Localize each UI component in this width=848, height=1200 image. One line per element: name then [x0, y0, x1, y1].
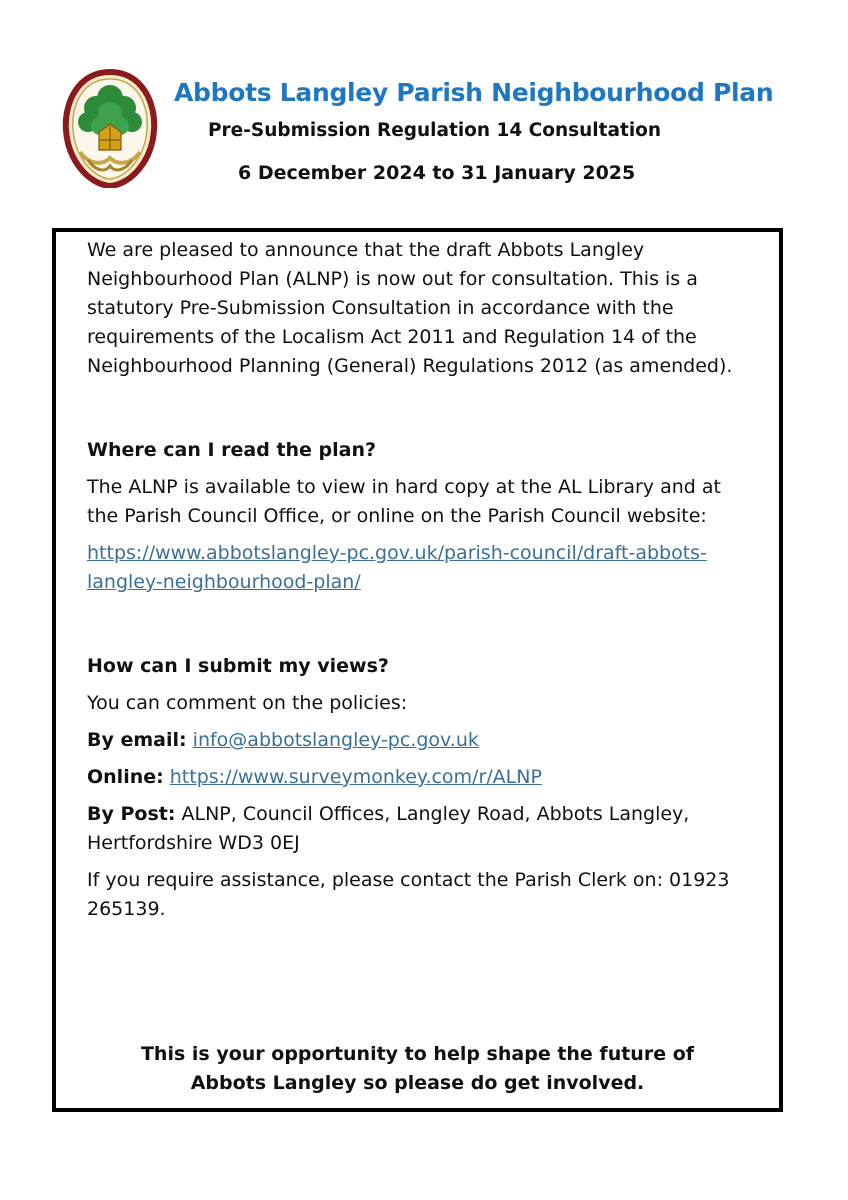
assistance-text: If you require assistance, please contact the Parish Clerk on: 01923 265139. — [87, 869, 730, 920]
post-address: ALNP, Council Offices, Langley Road, Abbots Langley, Hertfordshire WD3 0EJ — [87, 803, 690, 854]
intro-paragraph: We are pleased to announce that the draft Abbots Langley Neighbourhood Plan (ALNP) is now out for consultation. This is a statutory Pre-Submission Consultation in accordance with the requirements of the Localism Act 2011 and Regulation 14 of the Neighbourhood Planning (General) Regulations 2012 (as amended). — [87, 239, 733, 377]
submit-intro: You can comment on the policies: — [87, 692, 408, 714]
consultation-dates: 6 December 2024 to 31 January 2025 — [238, 162, 636, 184]
email-link[interactable]: info@abbotslangley-pc.gov.uk — [192, 729, 479, 751]
plan-link[interactable]: https://www.abbotslangley-pc.gov.uk/parish-council/draft-abbots-langley-neighbourhood-plan/ — [87, 542, 707, 593]
page-subtitle: Pre-Submission Regulation 14 Consultation — [208, 120, 662, 141]
post-row — [87, 800, 747, 858]
post-label: By Post: — [87, 803, 176, 825]
closing-line-2: Abbots Langley so please do get involved. — [190, 1072, 645, 1094]
email-row — [87, 726, 747, 755]
parish-crest-icon — [62, 68, 158, 188]
read-heading: Where can I read the plan? — [87, 439, 377, 461]
email-label: By email: — [87, 729, 187, 751]
closing-message — [60, 1040, 775, 1098]
survey-link[interactable]: https://www.surveymonkey.com/r/ALNP — [169, 766, 542, 788]
online-label: Online: — [87, 766, 164, 788]
page-title: Abbots Langley Parish Neighbourhood Plan — [174, 78, 774, 107]
submit-heading: How can I submit my views? — [87, 655, 389, 677]
read-body: The ALNP is available to view in hard copy at the AL Library and at the Parish Council Office, or online on the Parish Council website: — [87, 476, 721, 527]
closing-line-1: This is your opportunity to help shape the future of — [140, 1043, 695, 1065]
online-row — [87, 763, 747, 792]
main-content — [87, 236, 747, 924]
